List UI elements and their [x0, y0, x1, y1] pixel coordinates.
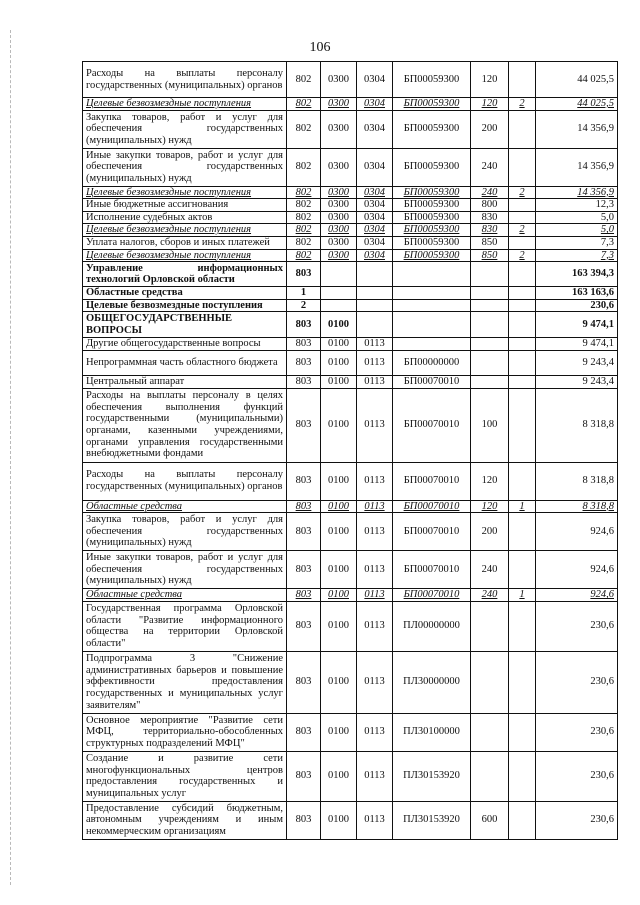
row-amount-cell: 12,3 — [536, 199, 618, 212]
row-section-cell: 0100 — [321, 312, 357, 338]
row-section-cell: 0100 — [321, 801, 357, 839]
row-subsection-cell: 0304 — [357, 110, 393, 148]
table-row — [83, 211, 618, 224]
row-source-cell — [509, 148, 536, 186]
row-amount-cell: 230,6 — [536, 713, 618, 751]
row-name-cell: Непрограммная часть областного бюджета — [83, 350, 287, 375]
row-source-cell — [509, 350, 536, 375]
row-grbs-cell: 803 — [287, 338, 321, 351]
row-target-article-cell: БП00059300 — [393, 211, 471, 224]
row-subsection-cell: 0113 — [357, 551, 393, 589]
row-subsection-cell: 0304 — [357, 211, 393, 224]
row-section-cell: 0100 — [321, 375, 357, 388]
row-expense-type-cell: 830 — [471, 224, 509, 237]
scan-margin-line — [10, 30, 11, 885]
row-source-cell — [509, 801, 536, 839]
row-expense-type-cell: 850 — [471, 236, 509, 249]
row-source-cell: 1 — [509, 500, 536, 513]
row-target-article-cell: БП00059300 — [393, 224, 471, 237]
row-section-cell: 0300 — [321, 148, 357, 186]
row-section-cell: 0100 — [321, 350, 357, 375]
row-target-article-cell: БП00059300 — [393, 186, 471, 199]
row-expense-type-cell — [471, 375, 509, 388]
row-target-article-cell: БП00070010 — [393, 375, 471, 388]
row-amount-cell: 230,6 — [536, 751, 618, 801]
row-expense-type-cell: 600 — [471, 801, 509, 839]
row-name-cell: Иные закупки товаров, работ и услуг для обеспечения государственных (муниципальных) нужд — [83, 148, 287, 186]
row-grbs-cell: 803 — [287, 751, 321, 801]
row-expense-type-cell: 120 — [471, 98, 509, 111]
row-section-cell — [321, 299, 357, 312]
table-row — [83, 262, 618, 287]
row-amount-cell: 8 318,8 — [536, 462, 618, 500]
row-amount-cell: 14 356,9 — [536, 186, 618, 199]
row-target-article-cell: ПЛ30100000 — [393, 713, 471, 751]
row-expense-type-cell: 120 — [471, 500, 509, 513]
row-source-cell — [509, 388, 536, 462]
table-row — [83, 801, 618, 839]
table-row — [83, 713, 618, 751]
row-expense-type-cell — [471, 312, 509, 338]
row-name-cell: Закупка товаров, работ и услуг для обеспечения государственных (муниципальных) нужд — [83, 513, 287, 551]
row-grbs-cell: 803 — [287, 601, 321, 651]
row-source-cell — [509, 338, 536, 351]
row-expense-type-cell: 200 — [471, 513, 509, 551]
row-subsection-cell: 0304 — [357, 186, 393, 199]
row-grbs-cell: 802 — [287, 186, 321, 199]
row-grbs-cell: 802 — [287, 98, 321, 111]
row-grbs-cell: 802 — [287, 211, 321, 224]
row-source-cell — [509, 199, 536, 212]
row-subsection-cell: 0113 — [357, 801, 393, 839]
row-expense-type-cell — [471, 299, 509, 312]
row-amount-cell: 7,3 — [536, 236, 618, 249]
table-row — [83, 651, 618, 713]
row-source-cell: 2 — [509, 98, 536, 111]
row-section-cell: 0300 — [321, 211, 357, 224]
row-source-cell — [509, 299, 536, 312]
row-subsection-cell: 0113 — [357, 601, 393, 651]
row-name-cell: Иные закупки товаров, работ и услуг для обеспечения государственных (муниципальных) нужд — [83, 551, 287, 589]
row-name-cell: Целевые безвозмездные поступления — [83, 186, 287, 199]
row-grbs-cell: 803 — [287, 651, 321, 713]
row-source-cell — [509, 462, 536, 500]
table-row — [83, 110, 618, 148]
row-grbs-cell: 802 — [287, 249, 321, 262]
row-target-article-cell: БП00070010 — [393, 513, 471, 551]
row-section-cell: 0300 — [321, 98, 357, 111]
row-subsection-cell: 0113 — [357, 338, 393, 351]
row-section-cell: 0100 — [321, 601, 357, 651]
row-source-cell — [509, 513, 536, 551]
row-grbs-cell: 802 — [287, 236, 321, 249]
table-row — [83, 350, 618, 375]
row-subsection-cell: 0304 — [357, 199, 393, 212]
row-section-cell: 0100 — [321, 751, 357, 801]
row-amount-cell: 44 025,5 — [536, 98, 618, 111]
row-grbs-cell: 802 — [287, 224, 321, 237]
row-expense-type-cell: 100 — [471, 388, 509, 462]
row-subsection-cell: 0113 — [357, 651, 393, 713]
row-name-cell: Целевые безвозмездные поступления — [83, 224, 287, 237]
row-subsection-cell: 0304 — [357, 224, 393, 237]
row-name-cell: Расходы на выплаты персоналу государственных (муниципальных) органов — [83, 62, 287, 98]
row-target-article-cell: БП00059300 — [393, 62, 471, 98]
row-grbs-cell: 803 — [287, 801, 321, 839]
row-amount-cell: 230,6 — [536, 601, 618, 651]
row-name-cell: Управление информационных технологий Орловской области — [83, 262, 287, 287]
row-name-cell: Расходы на выплаты персоналу в целях обеспечения выполнения функций государственными (муниципальными) органами, казенными учреждениями, органами управления государственными внебюджетными фондами — [83, 388, 287, 462]
row-name-cell: Предоставление субсидий бюджетным, автономным учреждениям и иным некоммерческим организациям — [83, 801, 287, 839]
row-subsection-cell: 0113 — [357, 388, 393, 462]
table-row — [83, 751, 618, 801]
row-section-cell: 0100 — [321, 713, 357, 751]
table-row — [83, 338, 618, 351]
row-source-cell — [509, 375, 536, 388]
row-subsection-cell — [357, 262, 393, 287]
row-name-cell: Основное мероприятие "Развитие сети МФЦ, территориально-обособленных структурных подразделений МФЦ" — [83, 713, 287, 751]
row-section-cell: 0100 — [321, 388, 357, 462]
row-subsection-cell — [357, 287, 393, 300]
row-target-article-cell: БП00059300 — [393, 249, 471, 262]
row-grbs-cell: 803 — [287, 513, 321, 551]
row-amount-cell: 230,6 — [536, 651, 618, 713]
row-section-cell: 0300 — [321, 199, 357, 212]
row-name-cell: ОБЩЕГОСУДАРСТВЕННЫЕ ВОПРОСЫ — [83, 312, 287, 338]
row-name-cell: Подпрограмма 3 "Снижение административных барьеров и повышение эффективности предоставления государственных и муниципальных услуг заявителям" — [83, 651, 287, 713]
row-section-cell: 0100 — [321, 500, 357, 513]
row-source-cell — [509, 713, 536, 751]
row-source-cell — [509, 651, 536, 713]
row-grbs-cell: 803 — [287, 500, 321, 513]
table-row — [83, 249, 618, 262]
row-amount-cell: 14 356,9 — [536, 148, 618, 186]
row-subsection-cell: 0113 — [357, 713, 393, 751]
row-target-article-cell — [393, 312, 471, 338]
row-source-cell — [509, 236, 536, 249]
row-grbs-cell: 803 — [287, 350, 321, 375]
row-section-cell: 0100 — [321, 589, 357, 602]
row-expense-type-cell: 800 — [471, 199, 509, 212]
row-grbs-cell: 803 — [287, 551, 321, 589]
row-name-cell: Целевые безвозмездные поступления — [83, 299, 287, 312]
row-section-cell: 0300 — [321, 110, 357, 148]
row-subsection-cell: 0304 — [357, 62, 393, 98]
row-grbs-cell: 1 — [287, 287, 321, 300]
table-row — [83, 299, 618, 312]
row-section-cell: 0100 — [321, 338, 357, 351]
row-subsection-cell: 0113 — [357, 513, 393, 551]
row-grbs-cell: 803 — [287, 589, 321, 602]
row-expense-type-cell: 120 — [471, 462, 509, 500]
row-amount-cell: 5,0 — [536, 211, 618, 224]
row-expense-type-cell — [471, 262, 509, 287]
row-target-article-cell: БП00059300 — [393, 199, 471, 212]
row-target-article-cell: БП00070010 — [393, 589, 471, 602]
table-row — [83, 589, 618, 602]
row-target-article-cell: БП00059300 — [393, 148, 471, 186]
table-row — [83, 186, 618, 199]
row-name-cell: Закупка товаров, работ и услуг для обеспечения государственных (муниципальных) нужд — [83, 110, 287, 148]
row-expense-type-cell: 850 — [471, 249, 509, 262]
row-expense-type-cell: 240 — [471, 186, 509, 199]
row-expense-type-cell: 830 — [471, 211, 509, 224]
table-row — [83, 236, 618, 249]
row-subsection-cell: 0304 — [357, 98, 393, 111]
table-row — [83, 62, 618, 98]
row-target-article-cell — [393, 338, 471, 351]
row-subsection-cell — [357, 299, 393, 312]
table-row — [83, 500, 618, 513]
row-name-cell: Исполнение судебных актов — [83, 211, 287, 224]
row-name-cell: Создание и развитие сети многофункциональных центров предоставления государственных и муниципальных услуг — [83, 751, 287, 801]
row-section-cell: 0300 — [321, 236, 357, 249]
row-source-cell — [509, 601, 536, 651]
table-row — [83, 312, 618, 338]
row-target-article-cell: БП00070010 — [393, 500, 471, 513]
row-name-cell: Центральный аппарат — [83, 375, 287, 388]
page-number: 106 — [309, 40, 331, 55]
row-expense-type-cell — [471, 287, 509, 300]
row-subsection-cell: 0113 — [357, 751, 393, 801]
row-target-article-cell: ПЛ30153920 — [393, 801, 471, 839]
table-row — [83, 462, 618, 500]
row-grbs-cell: 802 — [287, 62, 321, 98]
table-row — [83, 513, 618, 551]
budget-table-body — [83, 62, 618, 840]
row-section-cell: 0100 — [321, 651, 357, 713]
row-amount-cell: 8 318,8 — [536, 500, 618, 513]
row-target-article-cell: БП00059300 — [393, 98, 471, 111]
row-source-cell — [509, 751, 536, 801]
row-name-cell: Областные средства — [83, 500, 287, 513]
row-source-cell — [509, 287, 536, 300]
row-subsection-cell: 0113 — [357, 462, 393, 500]
row-expense-type-cell — [471, 751, 509, 801]
row-target-article-cell: ПЛ30153920 — [393, 751, 471, 801]
row-source-cell — [509, 312, 536, 338]
row-source-cell: 2 — [509, 186, 536, 199]
row-amount-cell: 9 474,1 — [536, 312, 618, 338]
row-name-cell: Другие общегосударственные вопросы — [83, 338, 287, 351]
row-name-cell: Целевые безвозмездные поступления — [83, 98, 287, 111]
table-row — [83, 199, 618, 212]
row-amount-cell: 230,6 — [536, 801, 618, 839]
row-amount-cell: 163 163,6 — [536, 287, 618, 300]
row-section-cell: 0300 — [321, 224, 357, 237]
row-section-cell — [321, 287, 357, 300]
row-subsection-cell: 0113 — [357, 375, 393, 388]
row-section-cell: 0100 — [321, 462, 357, 500]
row-expense-type-cell: 240 — [471, 551, 509, 589]
table-row — [83, 375, 618, 388]
row-name-cell: Иные бюджетные ассигнования — [83, 199, 287, 212]
row-subsection-cell: 0304 — [357, 236, 393, 249]
table-row — [83, 98, 618, 111]
row-grbs-cell: 803 — [287, 388, 321, 462]
row-amount-cell: 7,3 — [536, 249, 618, 262]
row-amount-cell: 9 474,1 — [536, 338, 618, 351]
row-grbs-cell: 802 — [287, 148, 321, 186]
row-grbs-cell: 2 — [287, 299, 321, 312]
row-expense-type-cell: 240 — [471, 589, 509, 602]
row-expense-type-cell — [471, 601, 509, 651]
row-amount-cell: 163 394,3 — [536, 262, 618, 287]
budget-table — [82, 61, 618, 840]
row-amount-cell: 8 318,8 — [536, 388, 618, 462]
row-grbs-cell: 803 — [287, 262, 321, 287]
row-name-cell: Областные средства — [83, 589, 287, 602]
row-subsection-cell — [357, 312, 393, 338]
row-section-cell: 0300 — [321, 62, 357, 98]
row-subsection-cell: 0113 — [357, 589, 393, 602]
row-amount-cell: 924,6 — [536, 551, 618, 589]
row-source-cell — [509, 110, 536, 148]
row-section-cell — [321, 262, 357, 287]
row-target-article-cell: БП00070010 — [393, 388, 471, 462]
row-name-cell: Областные средства — [83, 287, 287, 300]
row-target-article-cell: БП00070010 — [393, 551, 471, 589]
row-amount-cell: 9 243,4 — [536, 350, 618, 375]
row-target-article-cell — [393, 287, 471, 300]
row-name-cell: Государственная программа Орловской области "Развитие информационного общества на территории Орловской области" — [83, 601, 287, 651]
row-grbs-cell: 802 — [287, 199, 321, 212]
row-expense-type-cell: 200 — [471, 110, 509, 148]
table-row — [83, 388, 618, 462]
row-target-article-cell: БП00059300 — [393, 110, 471, 148]
row-target-article-cell: ПЛ30000000 — [393, 651, 471, 713]
row-source-cell: 2 — [509, 249, 536, 262]
row-amount-cell: 924,6 — [536, 513, 618, 551]
row-subsection-cell: 0304 — [357, 249, 393, 262]
row-amount-cell: 14 356,9 — [536, 110, 618, 148]
row-source-cell: 2 — [509, 224, 536, 237]
row-amount-cell: 44 025,5 — [536, 62, 618, 98]
row-amount-cell: 9 243,4 — [536, 375, 618, 388]
row-grbs-cell: 803 — [287, 462, 321, 500]
row-subsection-cell: 0304 — [357, 148, 393, 186]
row-source-cell — [509, 551, 536, 589]
table-row — [83, 148, 618, 186]
row-subsection-cell: 0113 — [357, 350, 393, 375]
row-source-cell — [509, 211, 536, 224]
row-grbs-cell: 803 — [287, 713, 321, 751]
row-source-cell — [509, 62, 536, 98]
table-row — [83, 601, 618, 651]
row-target-article-cell: БП00000000 — [393, 350, 471, 375]
row-name-cell: Расходы на выплаты персоналу государственных (муниципальных) органов — [83, 462, 287, 500]
table-row — [83, 551, 618, 589]
row-section-cell: 0100 — [321, 551, 357, 589]
row-amount-cell: 230,6 — [536, 299, 618, 312]
row-subsection-cell: 0113 — [357, 500, 393, 513]
row-expense-type-cell — [471, 350, 509, 375]
row-expense-type-cell: 120 — [471, 62, 509, 98]
row-grbs-cell: 803 — [287, 312, 321, 338]
row-expense-type-cell — [471, 651, 509, 713]
row-name-cell: Уплата налогов, сборов и иных платежей — [83, 236, 287, 249]
row-target-article-cell: БП00059300 — [393, 236, 471, 249]
row-source-cell: 1 — [509, 589, 536, 602]
row-expense-type-cell — [471, 713, 509, 751]
row-target-article-cell: БП00070010 — [393, 462, 471, 500]
table-row — [83, 224, 618, 237]
row-section-cell: 0300 — [321, 249, 357, 262]
row-expense-type-cell — [471, 338, 509, 351]
row-grbs-cell: 803 — [287, 375, 321, 388]
row-amount-cell: 924,6 — [536, 589, 618, 602]
row-target-article-cell: ПЛ00000000 — [393, 601, 471, 651]
row-expense-type-cell: 240 — [471, 148, 509, 186]
row-target-article-cell — [393, 299, 471, 312]
table-row — [83, 287, 618, 300]
row-name-cell: Целевые безвозмездные поступления — [83, 249, 287, 262]
row-section-cell: 0300 — [321, 186, 357, 199]
row-amount-cell: 5,0 — [536, 224, 618, 237]
row-target-article-cell — [393, 262, 471, 287]
row-grbs-cell: 802 — [287, 110, 321, 148]
row-section-cell: 0100 — [321, 513, 357, 551]
row-source-cell — [509, 262, 536, 287]
